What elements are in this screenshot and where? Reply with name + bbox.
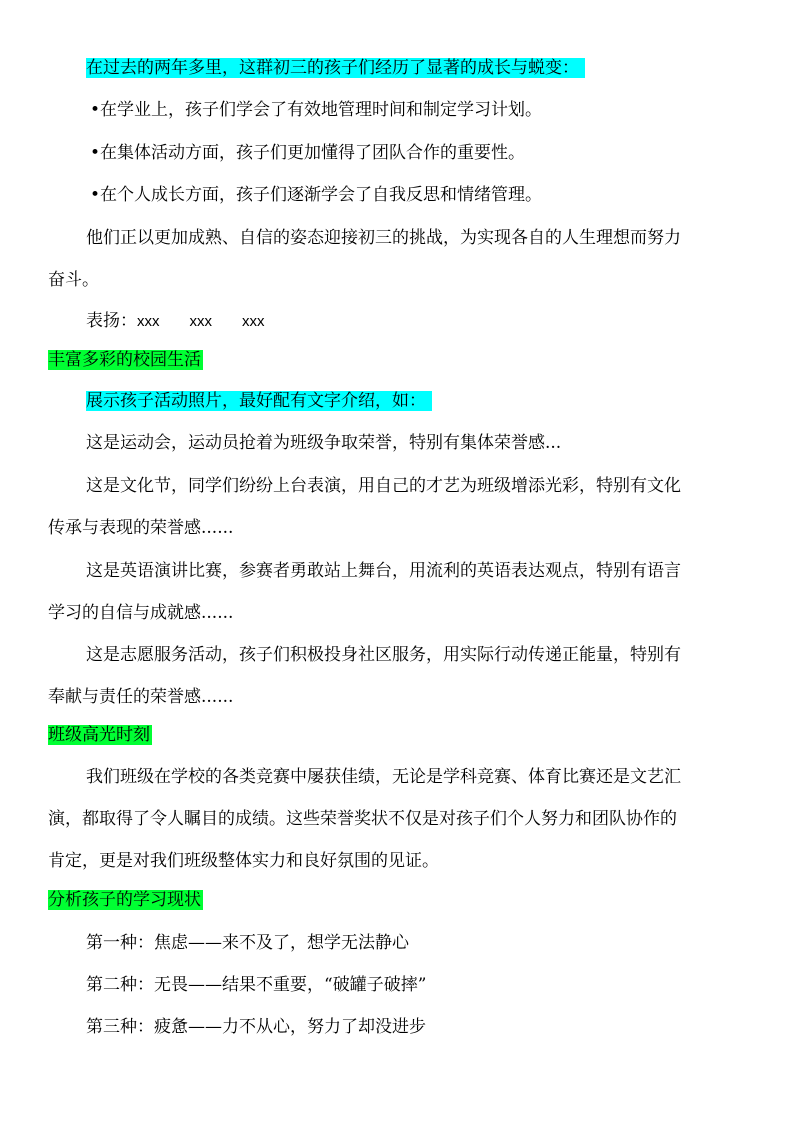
section-heading-campus-life: [48, 347, 203, 373]
activity-english-speech-line2: 学习的自信与成就感......: [48, 603, 234, 623]
bullet-academic: •在学业上，孩子们学会了有效地管理时间和制定学习计划。: [90, 100, 543, 120]
section-heading-class-highlights: [48, 722, 152, 748]
activity-culture-festival-line1: 这是文化节，同学们纷纷上台表演，用自己的才艺为班级增添光彩，特别有文化: [86, 476, 681, 496]
highlighted-instruction-text: 展示孩子活动照片，最好配有文字介绍，如：: [86, 391, 432, 411]
activity-sports-meet: 这是运动会，运动员抢着为班级争取荣誉，特别有集体荣誉感...: [86, 433, 562, 453]
activity-english-speech-line1: 这是英语演讲比赛，参赛者勇敢站上舞台，用流利的英语表达观点，特别有语言: [86, 561, 681, 581]
intro-paragraph: [86, 55, 585, 81]
praise-name: xxx: [189, 313, 212, 330]
section-heading-text: 丰富多彩的校园生活: [48, 350, 201, 370]
summary-paragraph-line2: 奋斗。: [48, 270, 99, 290]
bullet-personal-growth: •在个人成长方面，孩子们逐渐学会了自我反思和情绪管理。: [90, 185, 543, 205]
bullet-group-activities: •在集体活动方面，孩子们更加懂得了团队合作的重要性。: [90, 143, 526, 163]
summary-paragraph-line1: 他们正以更加成熟、自信的姿态迎接初三的挑战，为实现各自的人生理想而努力: [86, 228, 681, 248]
praise-label: 表扬：: [86, 311, 137, 331]
praise-name: xxx: [242, 313, 265, 330]
learning-type-exhausted: 第三种：疲惫——力不从心，努力了却没进步: [86, 1017, 426, 1037]
learning-type-indifferent: 第二种：无畏——结果不重要，“破罐子破摔”: [86, 975, 427, 995]
section-heading-learning-status: [48, 887, 203, 913]
highlights-paragraph-line3: 肯定，更是对我们班级整体实力和良好氛围的见证。: [48, 851, 439, 871]
campus-life-intro: [86, 388, 432, 414]
highlighted-intro-text: 在过去的两年多里，这群初三的孩子们经历了显著的成长与蜕变：: [86, 58, 585, 78]
activity-culture-festival-line2: 传承与表现的荣誉感......: [48, 518, 234, 538]
section-heading-text: 分析孩子的学习现状: [48, 890, 201, 910]
activity-volunteer-line1: 这是志愿服务活动，孩子们积极投身社区服务，用实际行动传递正能量，特别有: [86, 645, 681, 665]
praise-line: [86, 308, 265, 334]
highlights-paragraph-line2: 演，都取得了令人瞩目的成绩。这些荣誉奖状不仅是对孩子们个人努力和团队协作的: [48, 809, 677, 829]
activity-volunteer-line2: 奉献与责任的荣誉感......: [48, 687, 234, 707]
praise-name: xxx: [137, 313, 160, 330]
section-heading-text: 班级高光时刻: [48, 725, 150, 745]
learning-type-anxious: 第一种：焦虑——来不及了，想学无法静心: [86, 933, 409, 953]
highlights-paragraph-line1: 我们班级在学校的各类竞赛中屡获佳绩，无论是学科竞赛、体育比赛还是文艺汇: [86, 767, 681, 787]
